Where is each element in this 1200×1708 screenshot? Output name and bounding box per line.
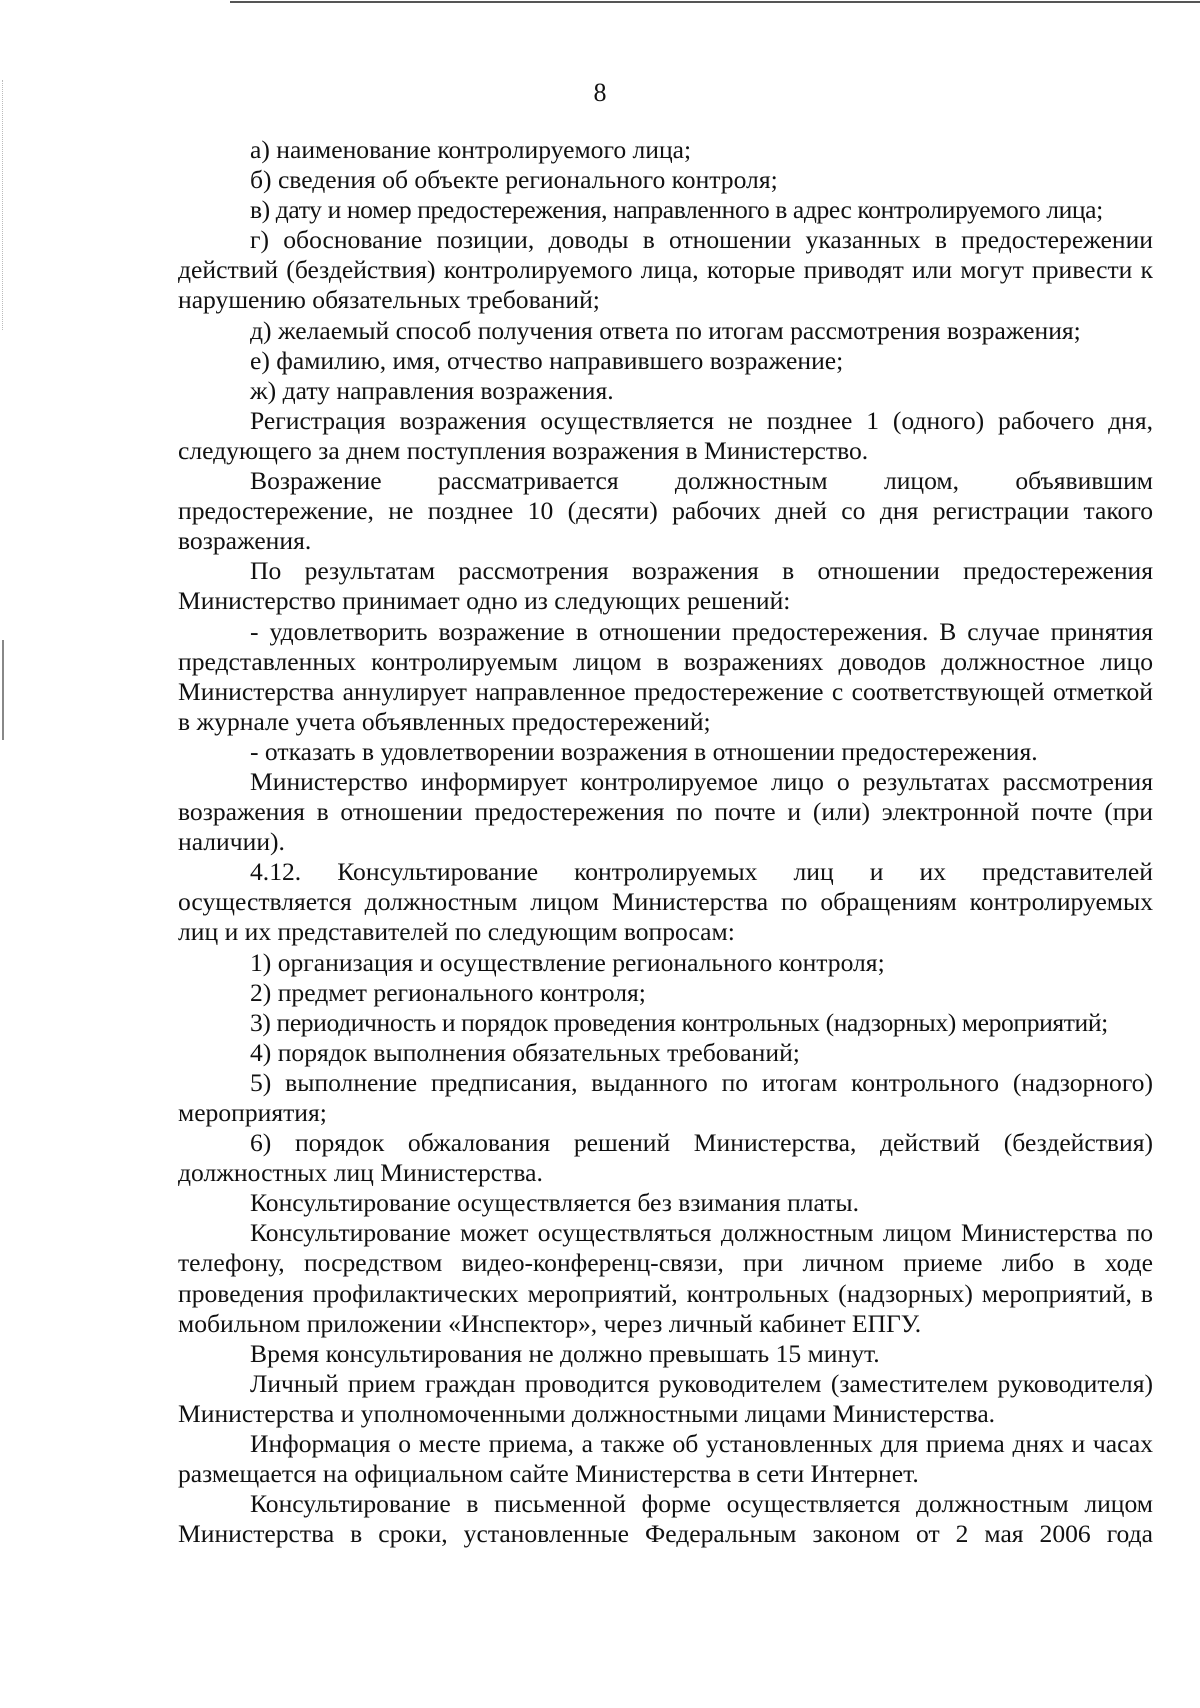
paragraph: 5) выполнение предписания, выданного по итогам контрольного (надзорного) мероприятия; — [178, 1067, 1153, 1127]
paragraph: - удовлетворить возражение в отношении предостережения. В случае принятия представленных контролируемым лицом в возражениях доводов должностное лицо Министерства аннулирует направленное предостережение с соответствующей отметкой в журнале учета объявленных предостережений; — [178, 616, 1153, 736]
paragraph: 4) порядок выполнения обязательных требований; — [250, 1037, 800, 1067]
paragraph: Возражение рассматривается должностным лицом, объявившим предостережение, не позднее 10 (десяти) рабочих дней со дня регистрации такого возражения. — [178, 466, 1153, 556]
paragraph: г) обоснование позиции, доводы в отношении указанных в предостережении действий (бездействия) контролируемого лица, которые приводят или могут привести к нарушению обязательных требований; — [178, 225, 1153, 315]
paragraph: Информация о месте приема, а также об установленных для приема днях и часах размещается на официальном сайте Министерства в сети Интернет. — [178, 1429, 1153, 1489]
paragraph: 4.12. Консультирование контролируемых лиц и их представителей осуществляется должностным лицом Министерства по обращениям контролируемых лиц и их представителей по следующим вопросам: — [178, 857, 1153, 947]
paragraph: По результатам рассмотрения возражения в отношении предостережения Министерство принимает одно из следующих решений: — [178, 556, 1153, 616]
paragraph: Время консультирования не должно превышать 15 минут. — [250, 1338, 880, 1368]
paragraph: в) дату и номер предостережения, направленного в адрес контролируемого лица; — [250, 195, 1103, 225]
paragraph: Министерство информирует контролируемое лицо о результатах рассмотрения возражения в отношении предостережения по почте и (или) электронной почте (при наличии). — [178, 766, 1153, 857]
scan-edge-mark — [2, 640, 4, 740]
paragraph: Консультирование осуществляется без взимания платы. — [250, 1188, 860, 1218]
page-number: 8 — [593, 78, 607, 107]
paragraph: Регистрация возражения осуществляется не позднее 1 (одного) рабочего дня, следующего за днем поступления возражения в Министерство. — [178, 405, 1153, 465]
paragraph: 6) порядок обжалования решений Министерства, действий (бездействия) должностных лиц Министерства. — [178, 1128, 1153, 1188]
paragraph: - отказать в удовлетворении возражения в отношении предостережения. — [250, 736, 1038, 766]
paragraph: а) наименование контролируемого лица; — [250, 135, 692, 164]
paragraph: Консультирование может осуществляться должностным лицом Министерства по телефону, посредством видео-конференц-связи, при личном приеме либо в ходе проведения профилактических мероприятий, контрольных (надзорных) мероприятий, в мобильном приложении «Инспектор», через личный кабинет ЕПГУ. — [178, 1218, 1153, 1338]
scan-edge-line — [230, 1, 1200, 3]
paragraph: е) фамилию, имя, отчество направившего возражение; — [250, 345, 844, 375]
paragraph: б) сведения об объекте регионального контроля; — [250, 165, 778, 195]
paragraph: Личный прием граждан проводится руководителем (заместителем руководителя) Министерства и уполномоченными должностными лицами Министерства. — [178, 1368, 1153, 1428]
paragraph: д) желаемый способ получения ответа по итогам рассмотрения возражения; — [250, 315, 1081, 345]
paragraph: ж) дату направления возражения. — [250, 375, 614, 405]
paragraph: 1) организация и осуществление регионального контроля; — [250, 947, 885, 977]
scan-edge-marks — [2, 80, 4, 330]
paragraph: 2) предмет регионального контроля; — [250, 977, 646, 1007]
paragraph: 3) периодичность и порядок проведения контрольных (надзорных) мероприятий; — [250, 1007, 1108, 1037]
document-body — [178, 135, 1153, 1549]
paragraph: Консультирование в письменной форме осуществляется должностным лицом Министерства в сроки, установленные Федеральным законом от 2 мая 2006 года — [178, 1489, 1153, 1549]
